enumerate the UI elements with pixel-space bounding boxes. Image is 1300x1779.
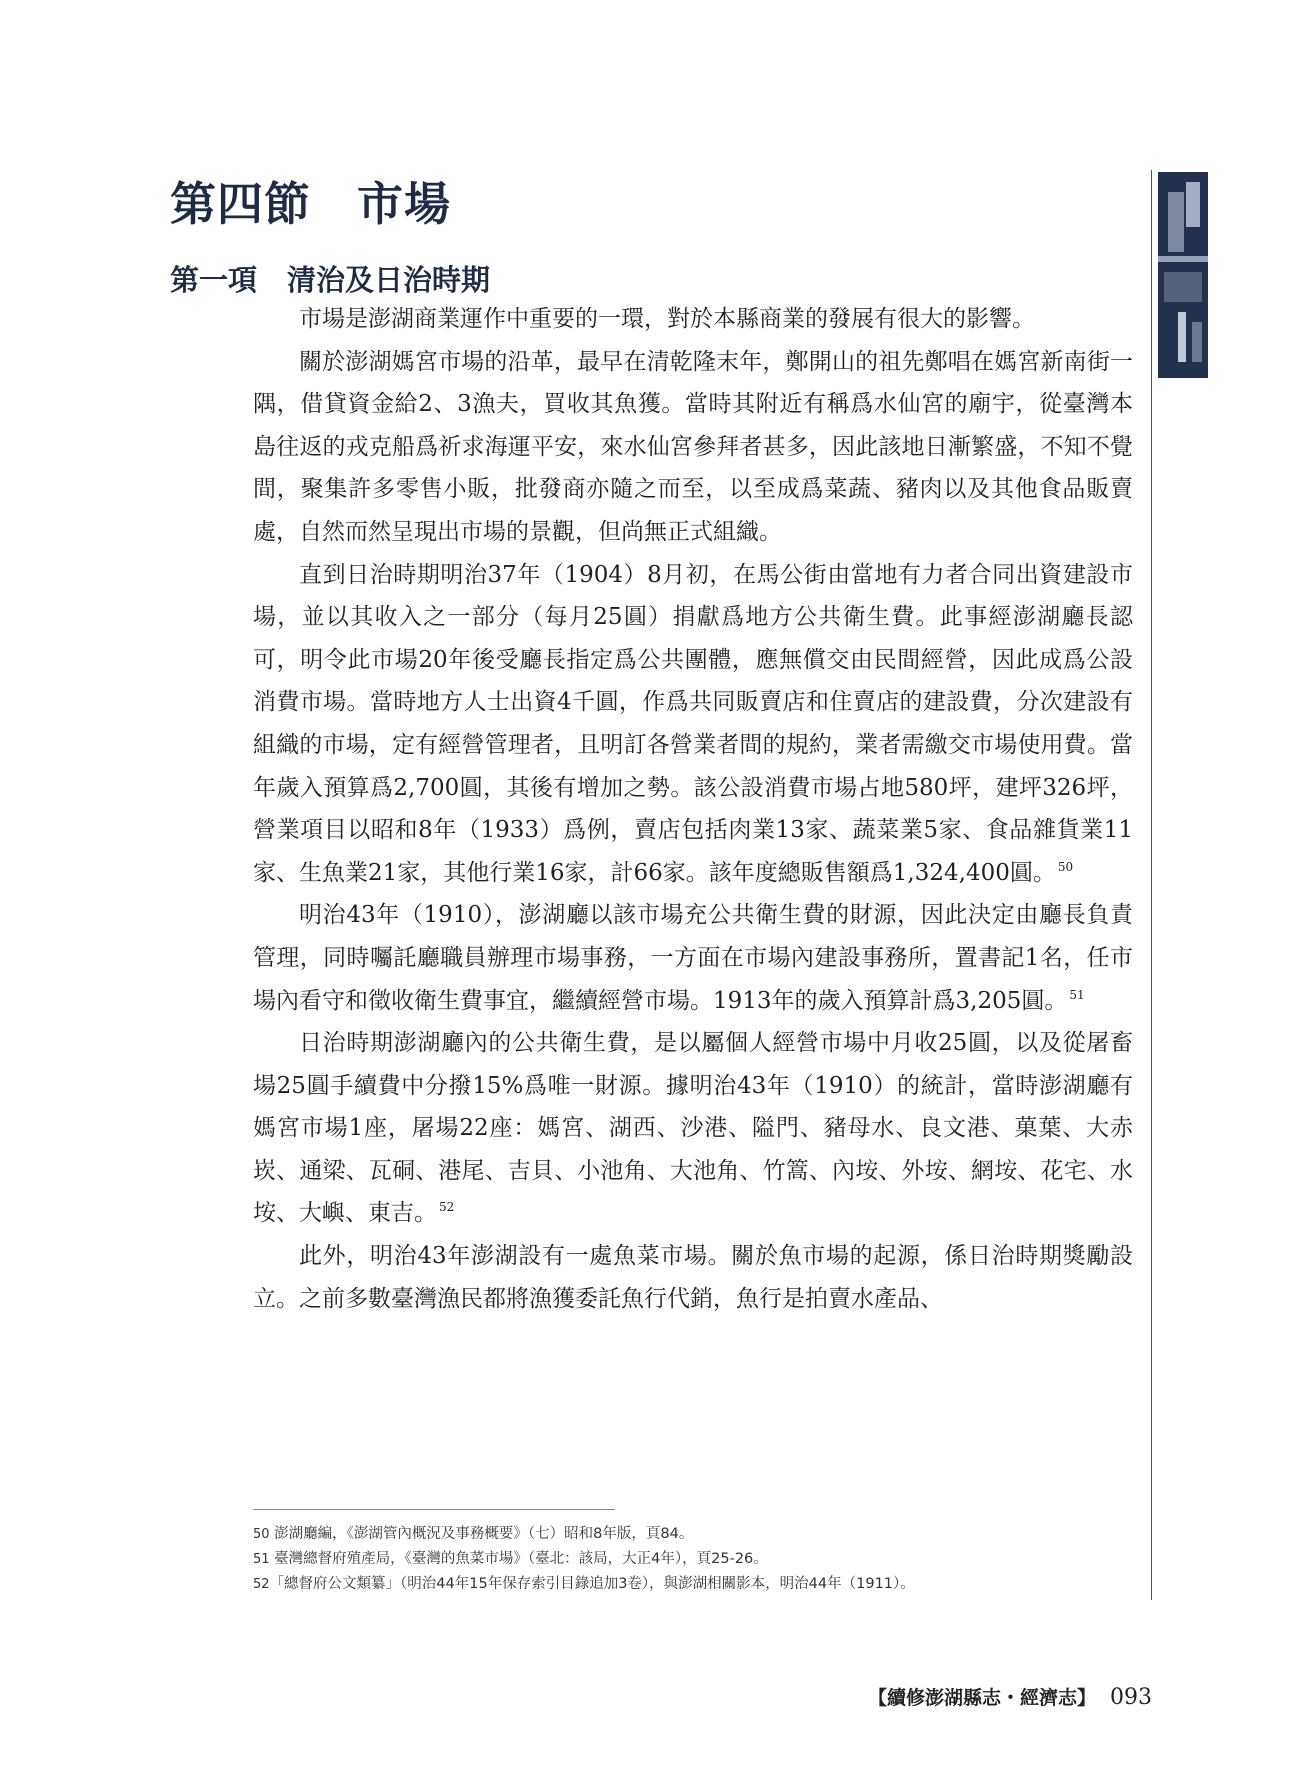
body-text	[253, 298, 1133, 1320]
paragraph: 關於澎湖媽宮市場的沿革，最早在清乾隆末年，鄭開山的祖先鄭唱在媽宮新南街一隅，借貸資金給2、3漁夫，買收其魚獲。當時其附近有稱爲水仙宮的廟宇，從臺灣本島往返的戎克船爲祈求海運平安，來水仙宮參拜者甚多，因此該地日漸繁盛，不知不覺間，聚集許多零售小販，批發商亦隨之而至，以至成爲菜蔬、豬肉以及其他食品販賣處，自然而然呈現出市場的景觀，但尚無正式組織。	[253, 348, 1133, 545]
paragraph: 市場是澎湖商業運作中重要的一環，對於本縣商業的發展有很大的影響。	[299, 306, 1035, 332]
section-title: 市場	[357, 177, 451, 231]
paragraph: 此外，明治43年澎湖設有一處魚菜市場。關於魚市場的起源，係日治時期獎勵設立。之前多數臺灣漁民都將漁獲委託魚行代銷，魚行是拍賣水產品、	[253, 1243, 1133, 1312]
paragraph: 日治時期澎湖廳內的公共衛生費，是以屬個人經營市場中月收25圓，以及從屠畜場25圓手續費中分撥15%爲唯一財源。據明治43年（1910）的統計，當時澎湖廳有媽宮市場1座，屠場22座：媽宮、湖西、沙港、隘門、豬母水、良文港、菓葉、大赤崁、通梁、瓦硐、港尾、吉貝、小池角、大池角、竹篙、內垵、外垵、網垵、花宅、水垵、大嶼、東吉。 $^{52}$	[253, 1030, 1133, 1227]
footnote: 52「總督府公文類纂」（明治44年15年保存索引目錄追加3卷），與澎湖相關影本，明治44年（1911）。	[253, 1576, 915, 1592]
subsection-heading	[170, 258, 490, 299]
margin-rule	[1151, 170, 1152, 1600]
paragraph: 直到日治時期明治37年（1904）8月初，在馬公街由當地有力者合同出資建設市場，並以其收入之一部分（每月25圓）捐獻爲地方公共衛生費。此事經澎湖廳長認可，明令此市場20年後受廳長指定爲公共團體，應無償交由民間經營，因此成爲公設消費市場。當時地方人士出資4千圓，作爲共同販賣店和住賣店的建設費，分次建設有組織的市場，定有經營管理者，且明訂各營業者間的規約，業者需繳交市場使用費。當年歲入預算爲2,700圓，其後有增加之勢。該公設消費市場占地580坪，建坪326坪，營業項目以昭和8年（1933）爲例，賣店包括肉業13家、蔬菜業5家、食品雜貨業11家、生魚業21家，其他行業16家，計66家。該年度總販售額爲1,324,400圓。 $^{50}$	[253, 561, 1133, 886]
section-heading	[170, 168, 451, 234]
page-number: 093	[1110, 1685, 1152, 1710]
side-photo-thumbnail	[1158, 172, 1208, 378]
footnote: 51 臺灣總督府殖產局，《臺灣的魚菜市場》（臺北：該局，大正4年），頁25-26。	[253, 1551, 768, 1567]
running-footer	[868, 1683, 1152, 1710]
subsection-title: 清治及日治時期	[287, 263, 491, 297]
book-title: 【續修澎湖縣志・經濟志】	[867, 1687, 1096, 1709]
footnote: 50 澎湖廳編，《澎湖管內概況及事務概要》（七）昭和8年版，頁84。	[253, 1526, 694, 1542]
section-number: 第四節	[170, 177, 311, 231]
footnote-ref[interactable]: 51	[1069, 987, 1085, 1002]
subsection-number: 第一項	[170, 263, 258, 297]
paragraph: 明治43年（1910），澎湖廳以該市場充公共衛生費的財源，因此決定由廳長負責管理，同時囑託廳職員辦理市場事務，一方面在市場內建設事務所，置書記1名，任市場內看守和徵收衛生費事宜，繼續經營市場。1913年的歲入預算計爲3,205圓。 $^{51}$	[253, 902, 1133, 1014]
footnote-ref[interactable]: 52	[439, 1200, 455, 1215]
footnote-ref[interactable]: 50	[1057, 859, 1074, 874]
footnotes	[253, 1522, 1133, 1597]
footnote-divider	[253, 1509, 615, 1510]
